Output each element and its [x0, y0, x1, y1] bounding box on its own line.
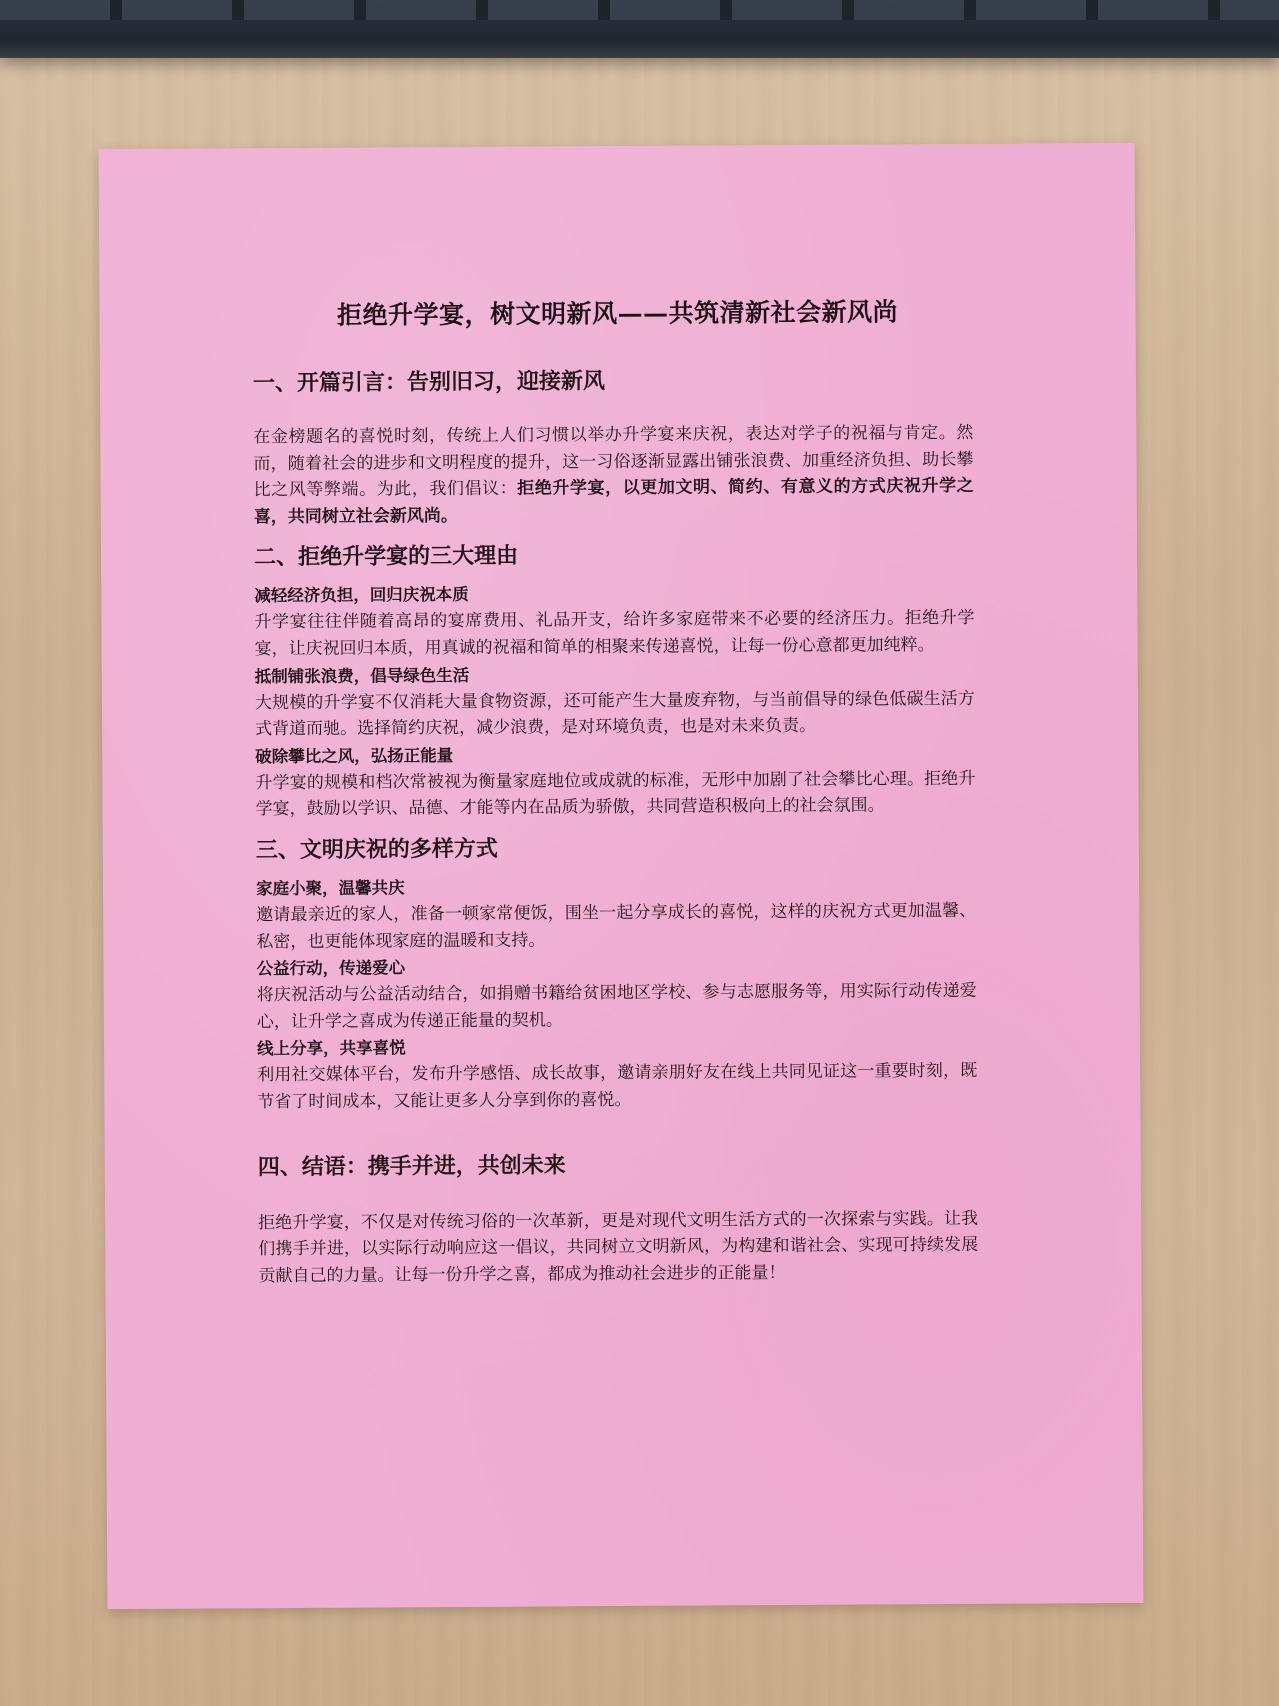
- way-3-text: 利用社交媒体平台，发布升学感悟、成长故事，邀请亲朋好友在线上共同见证这一重要时刻，既节省了时间成本，又能让更多人分享到你的喜悦。: [257, 1061, 978, 1113]
- way-2-text: 将庆祝活动与公益活动结合，如捐赠书籍给贫困地区学校、参与志愿服务等，用实际行动传递爱心，让升学之喜成为传递正能量的契机。: [256, 980, 977, 1032]
- way-1-text: 邀请最亲近的家人，准备一顿家常便饭，围坐一起分享成长的喜悦，这样的庆祝方式更加温馨、私密，也更能体现家庭的温暖和支持。: [256, 900, 977, 952]
- reason-2-text: 大规模的升学宴不仅消耗大量食物资源，还可能产生大量废弃物，与当前倡导的绿色低碳生活方式背道而驰。选择简约庆祝，减少浪费，是对环境负责，也是对未来负责。: [254, 688, 975, 740]
- keyboard-edge: [0, 0, 1279, 58]
- reason-3-subheading: 破除攀比之风，弘扬正能量: [255, 745, 454, 766]
- flyer-paper: [99, 143, 1144, 1609]
- section-2-heading: 二、拒绝升学宴的三大理由: [253, 542, 519, 571]
- reason-1-subheading: 减轻经济负担，回归庆祝本质: [254, 585, 469, 606]
- reason-3-text: 升学宴的规模和档次常被视为衡量家庭地位或成就的标准，无形中加剧了社会攀比心理。拒绝升学宴，鼓励以学识、品德、才能等内在品质为骄傲，共同营造积极向上的社会氛围。: [255, 768, 976, 820]
- section-1-bold-text: 拒绝升学宴，以更加文明、简约、有意义的方式庆祝升学之喜，共同树立社会新风尚。: [253, 476, 974, 528]
- section-4-heading: 四、结语：携手并进，共创未来: [257, 1151, 566, 1180]
- document-title: 拒绝升学宴，树文明新风——共筑清新社会新风尚: [336, 297, 899, 330]
- section-1-paragraph: [253, 420, 974, 531]
- section-1-text: 在金榜题名的喜悦时刻，传统上人们习惯以举办升学宴来庆祝，表达对学子的祝福与肯定。然而，随着社会的进步和文明程度的提升，这一习俗逐渐显露出铺张浪费、加重经济负担、助长攀比之风等弊端。为此，我们倡议：: [253, 422, 974, 501]
- reason-1-text: 升学宴往往伴随着高昂的宴席费用、礼品开支，给许多家庭带来不必要的经济压力。拒绝升学宴，让庆祝回归本质，用真诚的祝福和简单的相聚来传递喜悦，让每一份心意都更加纯粹。: [254, 608, 975, 660]
- keyboard-keys: [0, 0, 1279, 20]
- reason-2-subheading: 抵制铺张浪费，倡导绿色生活: [254, 665, 470, 686]
- way-1-subheading: 家庭小聚，温馨共庆: [256, 878, 405, 899]
- way-3-subheading: 线上分享，共享喜悦: [256, 1038, 406, 1059]
- section-1-heading: 一、开篇引言：告别旧习，迎接新风: [252, 368, 606, 397]
- way-2-subheading: 公益行动，传递爱心: [256, 958, 406, 979]
- section-3-heading: 三、文明庆祝的多样方式: [255, 835, 498, 864]
- conclusion-text: 拒绝升学宴，不仅是对传统习俗的一次革新，更是对现代文明生活方式的一次探索与实践。让我们携手并进，以实际行动响应这一倡议，共同树立文明新风，为构建和谐社会、实现可持续发展贡献自己的力量。让每一份升学之喜，都成为推动社会进步的正能量！: [258, 1208, 979, 1286]
- document-body: [253, 364, 979, 1290]
